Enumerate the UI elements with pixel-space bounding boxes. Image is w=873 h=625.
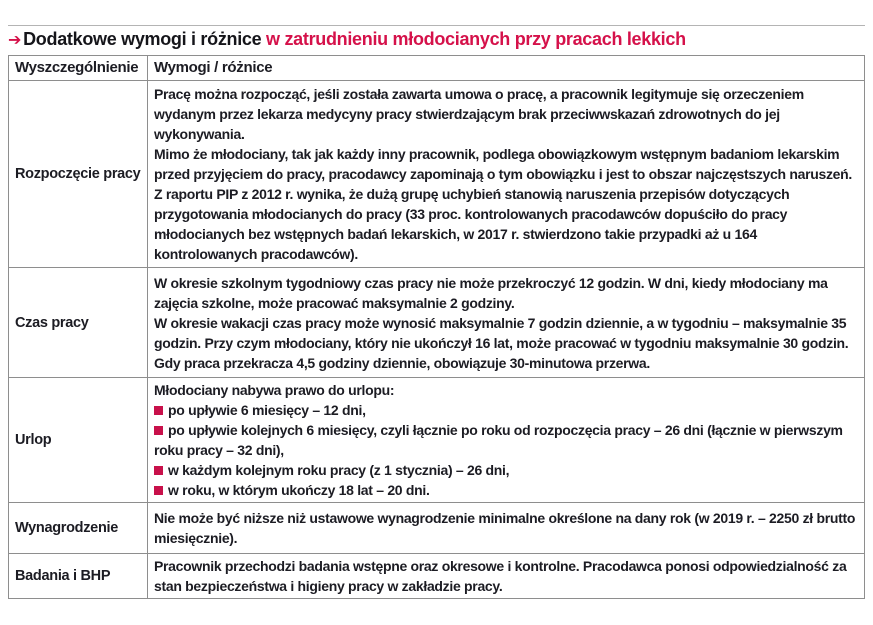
paragraph: Pracownik przechodzi badania wstępne oraz okresowe i kontrolne. Pracodawca ponosi odpowiedzialność za stan bezpieczeństwa i higieny pracy w zakładzie pracy. bbox=[154, 558, 847, 594]
table-header-row bbox=[9, 56, 865, 81]
row-content bbox=[148, 503, 865, 554]
bullet-item bbox=[154, 400, 858, 420]
row-content bbox=[148, 268, 865, 378]
paragraph: Z raportu PIP z 2012 r. wynika, że dużą grupę uchybień stanowią naruszenia przepisów dotyczących przygotowania młodocianych do pracy (33 proc. kontrolowanych pracodawców dopuściło do pracy młodocianych bez wstępnych badań lekarskich, w 2017 r. stwierdzono takie przypadki aż u 164 kontrolowanych pracodawców). bbox=[154, 186, 790, 262]
paragraph: W okresie wakacji czas pracy może wynosić maksymalnie 7 godzin dziennie, a w tygodniu – maksymalnie 35 godzin. Przy czym młodociany, który nie ukończył 16 lat, może pracować w tygodniu maksymalnie 30 godzin. Gdy praca przekracza 4,5 godziny dziennie, obowiązuje 30-minutowa przerwa. bbox=[154, 314, 849, 371]
row-label-rozpoczecie-pracy: Rozpoczęcie pracy bbox=[9, 81, 148, 268]
bullet-text: w każdym kolejnym roku pracy (z 1 stycznia) – 26 dni, bbox=[168, 462, 510, 478]
bullet-item bbox=[154, 480, 858, 500]
bullet-square-icon bbox=[154, 486, 163, 495]
paragraph: W okresie szkolnym tygodniowy czas pracy nie może przekroczyć 12 godzin. W dni, kiedy młodociany ma zajęcia szkolne, może pracować maksymalnie 2 godziny. bbox=[154, 274, 828, 311]
row-content bbox=[148, 554, 865, 599]
paragraph: Pracę można rozpocząć, jeśli została zawarta umowa o pracę, a pracownik legitymuje się orzeczeniem wydanym przez lekarza medycyny pracy stwierdzającym brak przeciwwskazań zdrowotnych do jej wykonywania. bbox=[154, 86, 804, 142]
header-requirements: Wymogi / różnice bbox=[148, 56, 865, 81]
bullet-item bbox=[154, 460, 858, 480]
table-row bbox=[9, 268, 865, 378]
page-title bbox=[8, 29, 686, 50]
header-specification: Wyszczególnienie bbox=[9, 56, 148, 81]
bullet-item bbox=[154, 420, 858, 460]
bullet-square-icon bbox=[154, 406, 163, 415]
title-arrow-icon: ➔ bbox=[8, 30, 22, 49]
bullet-square-icon bbox=[154, 426, 163, 435]
row-label-badania-i-bhp: Badania i BHP bbox=[9, 554, 148, 599]
title-black-text: Dodatkowe wymogi i różnice bbox=[23, 29, 262, 49]
paragraph: Mimo że młodociany, tak jak każdy inny pracownik, podlega obowiązkowym wstępnym badaniom lekarskim przed przyjęciem do pracy, pracodawcy zapominają o tym obowiązku i jest to obszar najczęstszych naruszeń. bbox=[154, 146, 853, 182]
paragraph: Młodociany nabywa prawo do urlopu: bbox=[154, 382, 395, 398]
table-row bbox=[9, 378, 865, 503]
bullet-text: po upływie 6 miesięcy – 12 dni, bbox=[168, 402, 366, 418]
bullet-text: po upływie kolejnych 6 miesięcy, czyli łącznie po roku od rozpoczęcia pracy – 26 dni (łącznie w pierwszym roku pracy – 32 dni), bbox=[154, 422, 843, 458]
row-label-czas-pracy: Czas pracy bbox=[9, 268, 148, 378]
requirements-table bbox=[8, 55, 865, 599]
table-row bbox=[9, 554, 865, 599]
table-row bbox=[9, 81, 865, 268]
title-red-text: w zatrudnieniu młodocianych przy pracach lekkich bbox=[261, 29, 686, 49]
top-divider bbox=[8, 25, 865, 26]
paragraph: Nie może być niższe niż ustawowe wynagrodzenie minimalne określone na dany rok (w 2019 r. – 2250 zł brutto miesięcznie). bbox=[154, 510, 856, 546]
row-content bbox=[148, 378, 865, 503]
table-row bbox=[9, 503, 865, 554]
row-content bbox=[148, 81, 865, 268]
bullet-text: w roku, w którym ukończy 18 lat – 20 dni. bbox=[168, 482, 430, 498]
row-label-wynagrodzenie: Wynagrodzenie bbox=[9, 503, 148, 554]
row-label-urlop: Urlop bbox=[9, 378, 148, 503]
bullet-square-icon bbox=[154, 466, 163, 475]
